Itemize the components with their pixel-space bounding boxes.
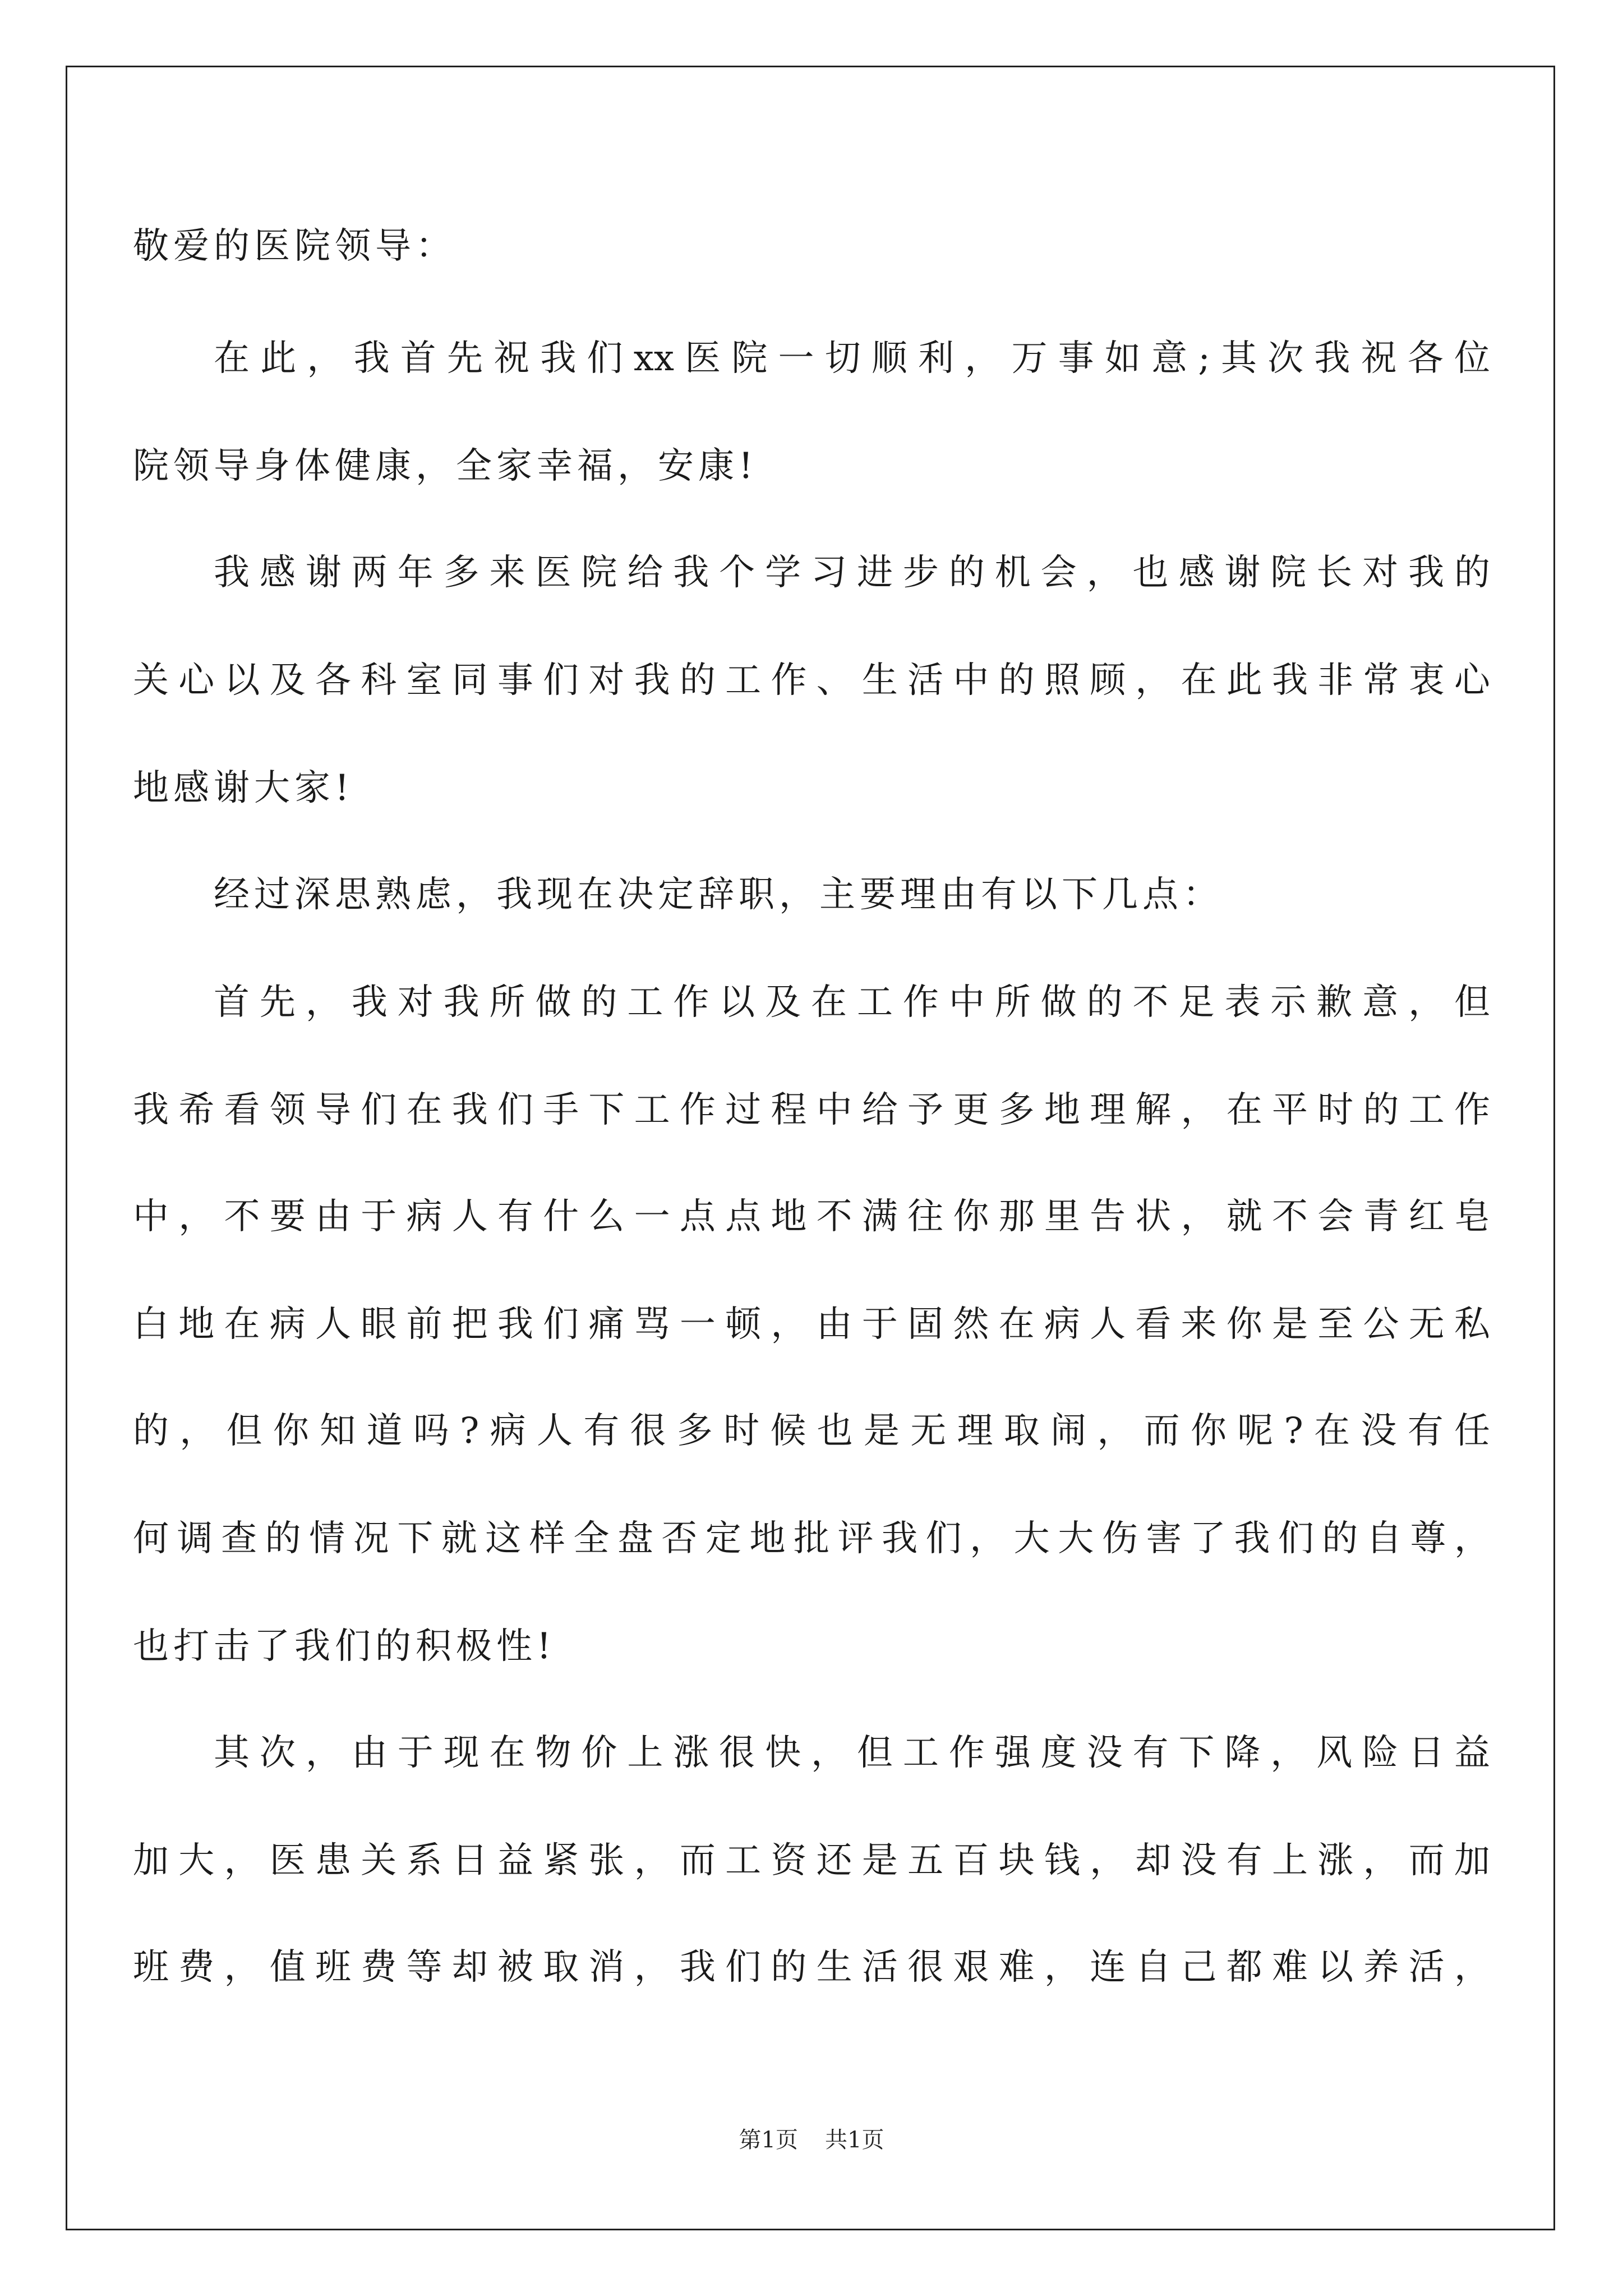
paragraph-line: 的，但你知道吗?病人有很多时候也是无理取闹，而你呢?在没有任	[133, 1410, 1490, 1452]
paragraph-line: 关心以及各科室同事们对我的工作、生活中的照顾，在此我非常衷心	[133, 660, 1490, 701]
paragraph-line: 其次，由于现在物价上涨很快，但工作强度没有下降，风险日益	[214, 1732, 1490, 1774]
paragraph-line: 我感谢两年多来医院给我个学习进步的机会，也感谢院长对我的	[214, 552, 1490, 593]
page-footer	[0, 2129, 1623, 2151]
paragraph-line: 白地在病人眼前把我们痛骂一顿，由于固然在病人看来你是至公无私	[133, 1304, 1490, 1345]
page-total: 共1页	[825, 2127, 884, 2153]
paragraph-line: 地感谢大家!	[133, 767, 354, 809]
paragraph-line: 何调查的情况下就这样全盘否定地批评我们，大大伤害了我们的自尊，	[133, 1518, 1490, 1559]
paragraph-line: 也打击了我们的积极性!	[133, 1626, 556, 1667]
paragraph-line: 院领导身体健康，全家幸福，安康!	[133, 445, 758, 487]
page-number: 第1页	[739, 2127, 798, 2153]
page-border	[66, 66, 1555, 2230]
paragraph-line: 中，不要由于病人有什么一点点地不满往你那里告状，就不会青红皂	[133, 1196, 1490, 1237]
paragraph-line: 首先，我对我所做的工作以及在工作中所做的不足表示歉意，但	[214, 982, 1490, 1023]
paragraph-line: 加大，医患关系日益紧张，而工资还是五百块钱，却没有上涨，而加	[133, 1840, 1490, 1881]
paragraph-line: 班费，值班费等却被取消，我们的生活很艰难，连自己都难以养活，	[133, 1947, 1490, 1988]
paragraph-line: 我希看领导们在我们手下工作过程中给予更多地理解，在平时的工作	[133, 1089, 1490, 1131]
paragraph-line: 在此，我首先祝我们xx医院一切顺利，万事如意;其次我祝各位	[214, 338, 1490, 379]
salutation: 敬爱的医院领导：	[133, 226, 456, 267]
paragraph-line: 经过深思熟虑，我现在决定辞职，主要理由有以下几点：	[214, 874, 1223, 915]
